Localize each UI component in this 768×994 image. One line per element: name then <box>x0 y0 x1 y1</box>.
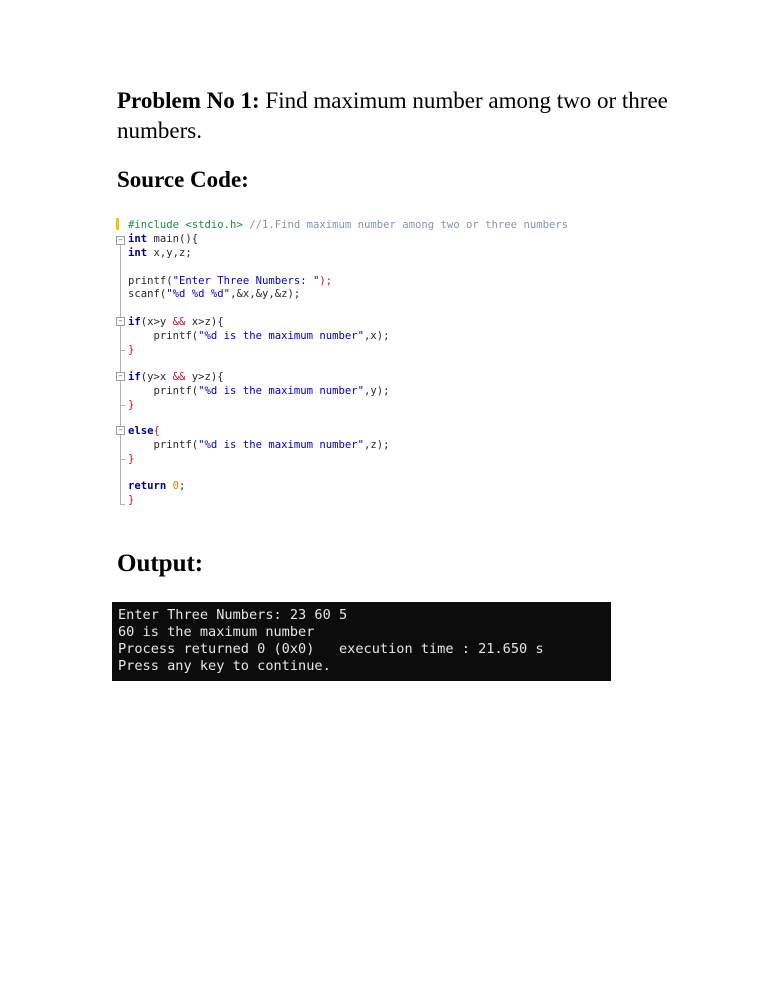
cursor-marker <box>116 218 119 230</box>
code-line: } <box>128 453 135 465</box>
fold-gutter <box>116 215 126 510</box>
fold-toggle-icon: − <box>116 317 125 326</box>
fold-toggle-icon: − <box>116 426 125 435</box>
code-line: int x,y,z; <box>128 247 192 259</box>
code-line: int main(){ <box>128 233 199 245</box>
code-line: scanf("%d %d %d",&x,&y,&z); <box>128 288 301 300</box>
console-line: Press any key to continue. <box>118 658 331 674</box>
problem-statement <box>117 86 677 146</box>
fold-toggle-icon: − <box>116 372 125 381</box>
code-line: printf("Enter Three Numbers: "); <box>128 275 333 287</box>
code-editor-screenshot <box>116 215 646 510</box>
code-line: } <box>128 494 135 506</box>
code-line: printf("%d is the maximum number",x); <box>128 330 390 342</box>
code-line: if(y>x && y>z){ <box>128 371 224 383</box>
code-line: return 0; <box>128 480 186 492</box>
problem-text: Find maximum number among two or three numbers. <box>117 88 668 143</box>
code-line: } <box>128 399 135 411</box>
code-line: if(x>y && x>z){ <box>128 316 224 328</box>
console-line: 60 is the maximum number <box>118 624 315 640</box>
code-line: } <box>128 344 135 356</box>
source-code-heading: Source Code: <box>117 167 249 192</box>
problem-label: Problem No 1: <box>117 88 260 113</box>
code-line: #include <stdio.h> //1.Find maximum number among two or three numbers <box>128 219 569 231</box>
console-line: Process returned 0 (0x0) execution time : 21.650 s <box>118 641 544 657</box>
code-line: else{ <box>128 425 160 437</box>
console-line: Enter Three Numbers: 23 60 5 <box>118 607 348 623</box>
console-output-window <box>112 602 611 681</box>
code-line: printf("%d is the maximum number",y); <box>128 385 390 397</box>
fold-toggle-icon: − <box>116 236 125 245</box>
output-heading: Output: <box>117 550 204 577</box>
code-line: printf("%d is the maximum number",z); <box>128 439 390 451</box>
